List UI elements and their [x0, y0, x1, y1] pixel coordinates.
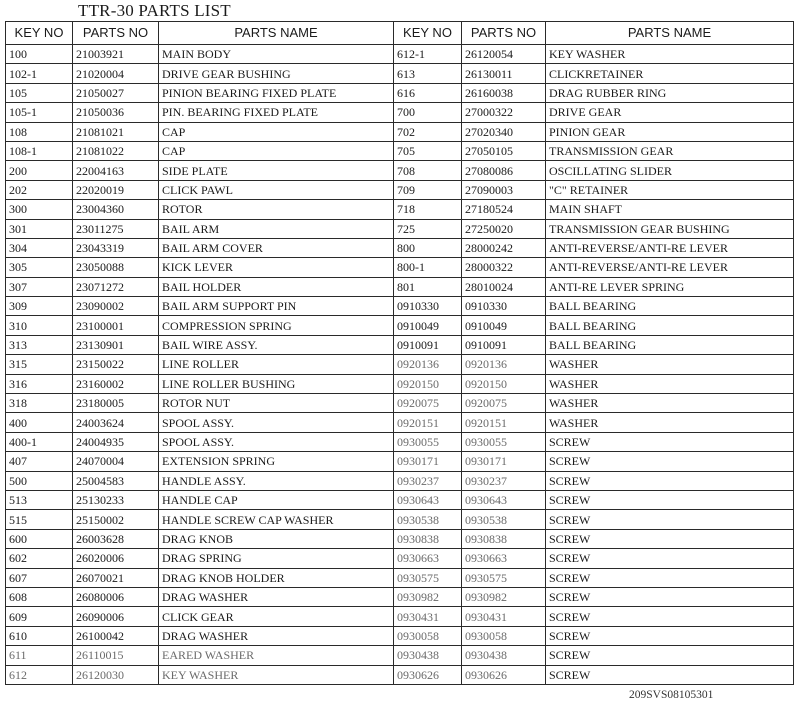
key-no-cell: 316 [6, 374, 73, 393]
parts-no-cell: 25150002 [73, 510, 159, 529]
parts-name-cell: BALL BEARING [546, 335, 794, 354]
key-no-cell: 105 [6, 83, 73, 102]
parts-name-cell: DRAG KNOB HOLDER [159, 568, 394, 587]
table-row [6, 549, 794, 568]
table-row [6, 568, 794, 587]
parts-name-cell: SCREW [546, 432, 794, 451]
key-no-cell: 309 [6, 297, 73, 316]
parts-name-cell: SCREW [546, 510, 794, 529]
key-no-cell: 709 [394, 180, 462, 199]
key-no-cell: 0930055 [394, 432, 462, 451]
key-no-cell: 609 [6, 607, 73, 626]
table-row [6, 452, 794, 471]
parts-no-cell: 24003624 [73, 413, 159, 432]
parts-name-cell: LINE ROLLER BUSHING [159, 374, 394, 393]
parts-no-cell: 23043319 [73, 238, 159, 257]
parts-no-cell: 27080086 [462, 161, 546, 180]
parts-no-cell: 0930575 [462, 568, 546, 587]
parts-no-cell: 26090006 [73, 607, 159, 626]
table-row [6, 529, 794, 548]
parts-no-cell: 21050027 [73, 83, 159, 102]
parts-no-cell: 26120030 [73, 665, 159, 684]
parts-no-cell: 0910049 [462, 316, 546, 335]
key-no-cell: 108 [6, 122, 73, 141]
key-no-cell: 708 [394, 161, 462, 180]
key-no-cell: 613 [394, 64, 462, 83]
parts-name-cell: HANDLE SCREW CAP WASHER [159, 510, 394, 529]
key-no-cell: 0930643 [394, 490, 462, 509]
table-row [6, 510, 794, 529]
parts-name-cell: CLICKRETAINER [546, 64, 794, 83]
table-row [6, 490, 794, 509]
key-no-cell: 612-1 [394, 45, 462, 64]
parts-no-cell: 0930055 [462, 432, 546, 451]
table-row [6, 277, 794, 296]
header-key-no: KEY NO [394, 22, 462, 45]
parts-no-cell: 0930438 [462, 646, 546, 665]
key-no-cell: 725 [394, 219, 462, 238]
key-no-cell: 801 [394, 277, 462, 296]
parts-table [5, 21, 794, 685]
parts-no-cell: 0930237 [462, 471, 546, 490]
parts-name-cell: WASHER [546, 394, 794, 413]
parts-no-cell: 22020019 [73, 180, 159, 199]
table-row [6, 471, 794, 490]
key-no-cell: 0920150 [394, 374, 462, 393]
key-no-cell: 0930538 [394, 510, 462, 529]
parts-name-cell: TRANSMISSION GEAR BUSHING [546, 219, 794, 238]
parts-name-cell: ANTI-RE LEVER SPRING [546, 277, 794, 296]
table-row [6, 432, 794, 451]
parts-no-cell: 24070004 [73, 452, 159, 471]
key-no-cell: 0910330 [394, 297, 462, 316]
parts-no-cell: 23130901 [73, 335, 159, 354]
key-no-cell: 0920151 [394, 413, 462, 432]
table-row [6, 103, 794, 122]
parts-name-cell: KEY WASHER [159, 665, 394, 684]
parts-no-cell: 0930643 [462, 490, 546, 509]
parts-name-cell: DRAG WASHER [159, 587, 394, 606]
key-no-cell: 0920136 [394, 355, 462, 374]
parts-name-cell: WASHER [546, 413, 794, 432]
parts-name-cell: BAIL ARM [159, 219, 394, 238]
key-no-cell: 0920075 [394, 394, 462, 413]
parts-name-cell: HANDLE ASSY. [159, 471, 394, 490]
table-row [6, 238, 794, 257]
parts-no-cell: 27090003 [462, 180, 546, 199]
parts-name-cell: PINION BEARING FIXED PLATE [159, 83, 394, 102]
key-no-cell: 705 [394, 141, 462, 160]
parts-no-cell: 26080006 [73, 587, 159, 606]
parts-no-cell: 23100001 [73, 316, 159, 335]
parts-no-cell: 27000322 [462, 103, 546, 122]
parts-no-cell: 25130233 [73, 490, 159, 509]
key-no-cell: 500 [6, 471, 73, 490]
parts-no-cell: 21050036 [73, 103, 159, 122]
parts-name-cell: BALL BEARING [546, 297, 794, 316]
key-no-cell: 307 [6, 277, 73, 296]
parts-name-cell: DRIVE GEAR [546, 103, 794, 122]
key-no-cell: 612 [6, 665, 73, 684]
parts-no-cell: 26160038 [462, 83, 546, 102]
parts-no-cell: 23090002 [73, 297, 159, 316]
parts-name-cell: SCREW [546, 646, 794, 665]
parts-no-cell: 26003628 [73, 529, 159, 548]
parts-name-cell: PIN. BEARING FIXED PLATE [159, 103, 394, 122]
parts-name-cell: TRANSMISSION GEAR [546, 141, 794, 160]
header-parts-name: PARTS NAME [546, 22, 794, 45]
parts-no-cell: 0910091 [462, 335, 546, 354]
parts-no-cell: 25004583 [73, 471, 159, 490]
table-header-row [6, 22, 794, 45]
key-no-cell: 0930663 [394, 549, 462, 568]
parts-no-cell: 0930538 [462, 510, 546, 529]
header-parts-name: PARTS NAME [159, 22, 394, 45]
key-no-cell: 515 [6, 510, 73, 529]
parts-name-cell: SCREW [546, 529, 794, 548]
key-no-cell: 0930171 [394, 452, 462, 471]
parts-no-cell: 26120054 [462, 45, 546, 64]
key-no-cell: 0930838 [394, 529, 462, 548]
key-no-cell: 0910091 [394, 335, 462, 354]
table-row [6, 161, 794, 180]
parts-no-cell: 26070021 [73, 568, 159, 587]
parts-no-cell: 0930838 [462, 529, 546, 548]
key-no-cell: 202 [6, 180, 73, 199]
parts-name-cell: DRAG SPRING [159, 549, 394, 568]
parts-no-cell: 26020006 [73, 549, 159, 568]
table-row [6, 316, 794, 335]
parts-name-cell: DRIVE GEAR BUSHING [159, 64, 394, 83]
key-no-cell: 304 [6, 238, 73, 257]
table-row [6, 83, 794, 102]
parts-no-cell: 21081021 [73, 122, 159, 141]
key-no-cell: 607 [6, 568, 73, 587]
table-row [6, 646, 794, 665]
key-no-cell: 0910049 [394, 316, 462, 335]
parts-no-cell: 23004360 [73, 200, 159, 219]
parts-name-cell: "C" RETAINER [546, 180, 794, 199]
parts-no-cell: 23071272 [73, 277, 159, 296]
key-no-cell: 608 [6, 587, 73, 606]
key-no-cell: 702 [394, 122, 462, 141]
parts-name-cell: BALL BEARING [546, 316, 794, 335]
parts-name-cell: SCREW [546, 452, 794, 471]
parts-no-cell: 23160002 [73, 374, 159, 393]
parts-name-cell: PINION GEAR [546, 122, 794, 141]
parts-no-cell: 0930058 [462, 626, 546, 645]
key-no-cell: 0930626 [394, 665, 462, 684]
table-row [6, 64, 794, 83]
document-title: TTR-30 PARTS LIST [78, 1, 231, 20]
key-no-cell: 200 [6, 161, 73, 180]
parts-no-cell: 27250020 [462, 219, 546, 238]
parts-table-body [6, 45, 794, 685]
key-no-cell: 301 [6, 219, 73, 238]
key-no-cell: 400 [6, 413, 73, 432]
parts-no-cell: 21003921 [73, 45, 159, 64]
parts-name-cell: BAIL HOLDER [159, 277, 394, 296]
parts-no-cell: 27050105 [462, 141, 546, 160]
table-row [6, 200, 794, 219]
table-row [6, 665, 794, 684]
parts-no-cell: 26100042 [73, 626, 159, 645]
key-no-cell: 513 [6, 490, 73, 509]
parts-name-cell: WASHER [546, 355, 794, 374]
table-row [6, 122, 794, 141]
parts-name-cell: SPOOL ASSY. [159, 432, 394, 451]
parts-no-cell: 23150022 [73, 355, 159, 374]
parts-no-cell: 0930663 [462, 549, 546, 568]
parts-name-cell: MAIN BODY [159, 45, 394, 64]
parts-no-cell: 24004935 [73, 432, 159, 451]
parts-name-cell: KICK LEVER [159, 258, 394, 277]
parts-no-cell: 0920151 [462, 413, 546, 432]
parts-no-cell: 21020004 [73, 64, 159, 83]
parts-no-cell: 28000322 [462, 258, 546, 277]
table-row [6, 413, 794, 432]
parts-name-cell: CAP [159, 141, 394, 160]
key-no-cell: 611 [6, 646, 73, 665]
parts-name-cell: OSCILLATING SLIDER [546, 161, 794, 180]
parts-no-cell: 27020340 [462, 122, 546, 141]
key-no-cell: 700 [394, 103, 462, 122]
parts-name-cell: HANDLE CAP [159, 490, 394, 509]
parts-name-cell: CAP [159, 122, 394, 141]
table-row [6, 297, 794, 316]
key-no-cell: 318 [6, 394, 73, 413]
table-row [6, 626, 794, 645]
key-no-cell: 400-1 [6, 432, 73, 451]
parts-no-cell: 27180524 [462, 200, 546, 219]
key-no-cell: 102-1 [6, 64, 73, 83]
header-parts-no: PARTS NO [73, 22, 159, 45]
parts-name-cell: BAIL ARM SUPPORT PIN [159, 297, 394, 316]
parts-name-cell: SCREW [546, 587, 794, 606]
key-no-cell: 313 [6, 335, 73, 354]
key-no-cell: 108-1 [6, 141, 73, 160]
table-row [6, 394, 794, 413]
parts-no-cell: 0920075 [462, 394, 546, 413]
key-no-cell: 800-1 [394, 258, 462, 277]
parts-name-cell: BAIL ARM COVER [159, 238, 394, 257]
header-parts-no: PARTS NO [462, 22, 546, 45]
table-row [6, 219, 794, 238]
key-no-cell: 100 [6, 45, 73, 64]
parts-name-cell: SPOOL ASSY. [159, 413, 394, 432]
table-row [6, 355, 794, 374]
parts-name-cell: WASHER [546, 374, 794, 393]
parts-no-cell: 21081022 [73, 141, 159, 160]
parts-no-cell: 28000242 [462, 238, 546, 257]
parts-name-cell: SIDE PLATE [159, 161, 394, 180]
parts-name-cell: EARED WASHER [159, 646, 394, 665]
parts-name-cell: ANTI-REVERSE/ANTI-RE LEVER [546, 238, 794, 257]
parts-no-cell: 0920150 [462, 374, 546, 393]
table-row [6, 180, 794, 199]
parts-name-cell: SCREW [546, 665, 794, 684]
parts-name-cell: ANTI-REVERSE/ANTI-RE LEVER [546, 258, 794, 277]
parts-name-cell: BAIL WIRE ASSY. [159, 335, 394, 354]
parts-name-cell: DRAG KNOB [159, 529, 394, 548]
key-no-cell: 0930982 [394, 587, 462, 606]
key-no-cell: 305 [6, 258, 73, 277]
parts-no-cell: 23180005 [73, 394, 159, 413]
parts-no-cell: 0910330 [462, 297, 546, 316]
parts-name-cell: LINE ROLLER [159, 355, 394, 374]
parts-name-cell: CLICK GEAR [159, 607, 394, 626]
parts-name-cell: SCREW [546, 490, 794, 509]
parts-no-cell: 23050088 [73, 258, 159, 277]
parts-name-cell: SCREW [546, 626, 794, 645]
parts-no-cell: 0920136 [462, 355, 546, 374]
parts-name-cell: ROTOR NUT [159, 394, 394, 413]
parts-no-cell: 23011275 [73, 219, 159, 238]
key-no-cell: 0930058 [394, 626, 462, 645]
key-no-cell: 718 [394, 200, 462, 219]
parts-name-cell: DRAG RUBBER RING [546, 83, 794, 102]
parts-no-cell: 28010024 [462, 277, 546, 296]
parts-no-cell: 26110015 [73, 646, 159, 665]
document-code: 209SVS08105301 [629, 689, 714, 701]
parts-name-cell: MAIN SHAFT [546, 200, 794, 219]
key-no-cell: 800 [394, 238, 462, 257]
key-no-cell: 315 [6, 355, 73, 374]
key-no-cell: 0930237 [394, 471, 462, 490]
parts-name-cell: EXTENSION SPRING [159, 452, 394, 471]
parts-name-cell: DRAG WASHER [159, 626, 394, 645]
key-no-cell: 407 [6, 452, 73, 471]
parts-name-cell: SCREW [546, 607, 794, 626]
key-no-cell: 610 [6, 626, 73, 645]
parts-no-cell: 0930626 [462, 665, 546, 684]
key-no-cell: 300 [6, 200, 73, 219]
table-row [6, 141, 794, 160]
key-no-cell: 310 [6, 316, 73, 335]
parts-no-cell: 0930431 [462, 607, 546, 626]
table-row [6, 374, 794, 393]
parts-no-cell: 0930171 [462, 452, 546, 471]
header-key-no: KEY NO [6, 22, 73, 45]
key-no-cell: 0930438 [394, 646, 462, 665]
parts-name-cell: SCREW [546, 471, 794, 490]
key-no-cell: 105-1 [6, 103, 73, 122]
key-no-cell: 600 [6, 529, 73, 548]
table-row [6, 587, 794, 606]
parts-no-cell: 22004163 [73, 161, 159, 180]
parts-name-cell: SCREW [546, 568, 794, 587]
table-row [6, 607, 794, 626]
parts-name-cell: COMPRESSION SPRING [159, 316, 394, 335]
key-no-cell: 602 [6, 549, 73, 568]
key-no-cell: 0930431 [394, 607, 462, 626]
parts-name-cell: ROTOR [159, 200, 394, 219]
table-row [6, 335, 794, 354]
parts-name-cell: KEY WASHER [546, 45, 794, 64]
parts-no-cell: 26130011 [462, 64, 546, 83]
key-no-cell: 616 [394, 83, 462, 102]
parts-name-cell: CLICK PAWL [159, 180, 394, 199]
table-row [6, 45, 794, 64]
key-no-cell: 0930575 [394, 568, 462, 587]
parts-no-cell: 0930982 [462, 587, 546, 606]
table-row [6, 258, 794, 277]
parts-name-cell: SCREW [546, 549, 794, 568]
